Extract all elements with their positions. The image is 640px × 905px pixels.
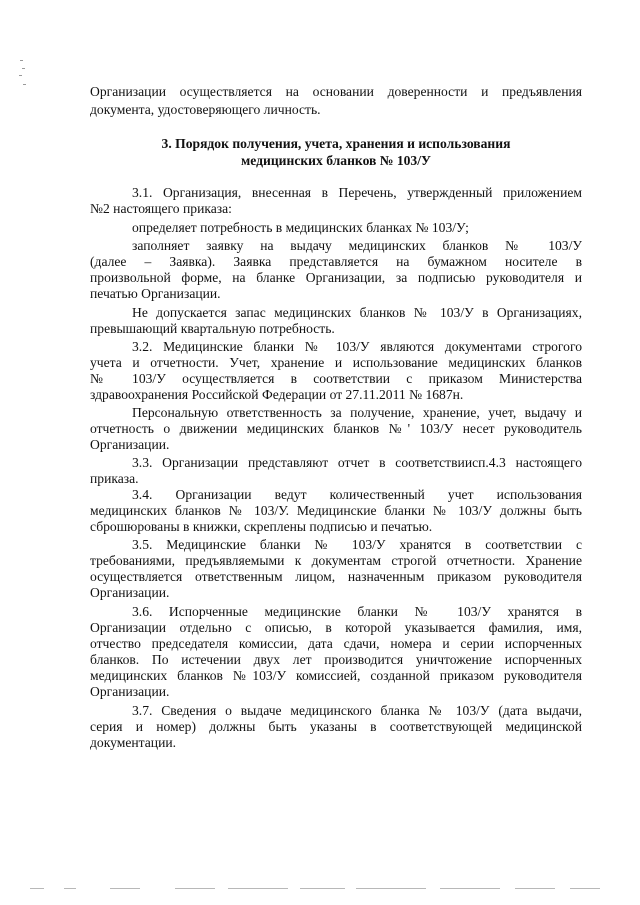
- text-line: Организации.: [90, 437, 170, 452]
- text-line: приказа.: [90, 471, 139, 486]
- text-line: сброшюрованы в книжки, скреплены подписью и печатью.: [90, 519, 433, 534]
- text-line: 3.1. Организация, внесенная в Перечень, утвержденный приложением: [132, 185, 582, 200]
- scan-artifact: [110, 888, 140, 889]
- text-line: документа, удостоверяющего личность.: [90, 102, 321, 117]
- text-line: здравоохранения Российской Федерации от 27.11.2011 № 1687н.: [90, 387, 464, 402]
- text-line: отчество председателя комиссии, дата сдачи, номера и серии испорченных: [90, 636, 582, 651]
- text-line: произвольной форме, на бланке Организации, за подписью руководителя и: [90, 270, 582, 285]
- text-line: №2 настоящего приказа:: [90, 201, 232, 216]
- text-line: 3.5. Медицинские бланки № 103/У хранятся в соответствии с: [132, 537, 582, 552]
- text-line: печатью Организации.: [90, 286, 221, 301]
- scan-artifact: [570, 888, 600, 889]
- scan-artifact: [300, 888, 345, 889]
- text-line: № 103/У осуществляется в соответствии с приказом Министерства: [90, 371, 582, 386]
- text-line: 3.4. Организации ведут количественный учет использования: [132, 487, 582, 502]
- text-line: 3.3. Организации представляют отчет в соответствиисп.4.3 настоящего: [132, 455, 582, 470]
- text-line: Организации осуществляется на основании доверенности и предъявления: [90, 84, 582, 99]
- text-line: 3.2. Медицинские бланки № 103/У являются документами строгого: [132, 339, 582, 354]
- text-line: учета и отчетности. Учет, хранение и использование медицинских бланков: [90, 355, 582, 370]
- heading-line: 3. Порядок получения, учета, хранения и использования: [161, 136, 511, 151]
- text-line: медицинских бланков №103/У комиссией, созданной приказом руководителя: [90, 668, 582, 683]
- text-line: медицинских бланков № 103/У. Медицинские бланки № 103/У должны быть: [90, 503, 582, 518]
- text-line: 3.7. Сведения о выдаче медицинского бланка № 103/У (дата выдачи,: [132, 703, 582, 718]
- text-line: Организации отдельно с описью, в которой указывается фамилия, имя,: [90, 620, 582, 635]
- text-line: бланков. По истечении двух лет производится уничтожение испорченных: [90, 652, 582, 667]
- text-line: (далее – Заявка). Заявка представляется на бумажном носителе в: [90, 254, 582, 269]
- text-line: требованиями, предъявляемыми к документам строгой отчетности. Хранение: [90, 553, 582, 568]
- scan-margin-marks: [18, 60, 26, 120]
- text-line: документации.: [90, 735, 177, 750]
- text-line: 3.6. Испорченные медицинские бланки № 103/У хранятся в: [132, 604, 582, 619]
- text-line: превышающий квартальную потребность.: [90, 321, 335, 336]
- text-line: отчетность о движении медицинских бланков №' 103/У несет руководитель: [90, 421, 582, 436]
- text-line: определяет потребность в медицинских бланках № 103/У;: [132, 220, 469, 235]
- text-line: Организации.: [90, 585, 170, 600]
- scan-artifact: [515, 888, 555, 889]
- text-line: Организации.: [90, 684, 170, 699]
- text-line: заполняет заявку на выдачу медицинских бланков № 103/У: [132, 238, 582, 253]
- scan-artifact: [228, 888, 288, 889]
- heading-line: медицинских бланков № 103/У: [241, 153, 431, 168]
- text-line: осуществляется ответственным лицом, назначенным приказом руководителя: [90, 569, 582, 584]
- text-line: серия и номер) должны быть указаны в соответствующей медицинской: [90, 719, 582, 734]
- scan-artifact: [64, 888, 76, 889]
- text-line: Персональную ответственность за получение, хранение, учет, выдачу и: [132, 405, 582, 420]
- text-line: Не допускается запас медицинских бланков № 103/У в Организациях,: [132, 305, 582, 320]
- scan-artifact: [30, 888, 44, 889]
- scan-artifact: [356, 888, 426, 889]
- scan-artifact: [440, 888, 500, 889]
- scan-artifact: [175, 888, 215, 889]
